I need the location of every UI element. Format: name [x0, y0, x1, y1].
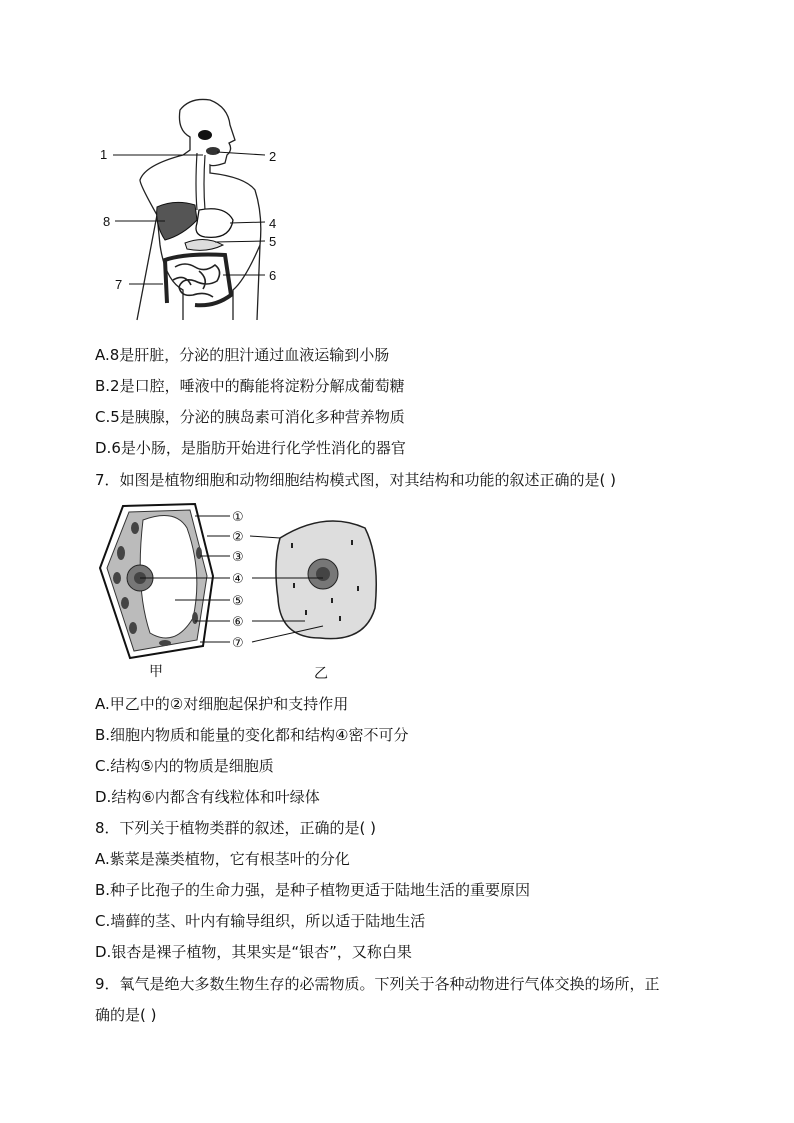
large-intestine: [165, 255, 231, 306]
salivary-gland: [206, 147, 220, 155]
label-5: 5: [269, 234, 277, 249]
cell-structure-figure: [95, 498, 395, 688]
q8-option-b: B.种子比孢子的生命力强，是种子植物更适于陆地生活的重要原因: [95, 881, 531, 899]
q7-option-b: B.细胞内物质和能量的变化都和结构④密不可分: [95, 726, 409, 744]
esophagus: [196, 153, 205, 210]
q6-option-d: D.6是小肠，是脂肪开始进行化学性消化的器官: [95, 439, 406, 457]
marker-4: ④: [232, 571, 244, 586]
marker-5: ⑤: [232, 593, 244, 608]
caption-plant-cell: 甲: [149, 664, 163, 680]
label-8: 8: [103, 214, 111, 229]
q8-option-d: D.银杏是裸子植物，其果实是“银杏”，又称白果: [95, 943, 412, 961]
marker-1: ①: [232, 509, 244, 524]
digestive-system-figure: [95, 95, 295, 325]
q9-stem-line2: 确的是( ): [95, 1006, 157, 1024]
stomach: [196, 209, 233, 238]
q8-stem: 8．下列关于植物类群的叙述，正确的是( ): [95, 819, 377, 837]
q8-option-c: C.墙藓的茎、叶内有输导组织，所以适于陆地生活: [95, 912, 426, 930]
animal-nucleolus: [316, 567, 330, 581]
q6-option-c: C.5是胰腺，分泌的胰岛素可消化多种营养物质: [95, 408, 405, 426]
q9-stem-line1: 9．氧气是绝大多数生物生存的必需物质。下列关于各种动物进行气体交换的场所，正: [95, 975, 660, 993]
label-4: 4: [269, 216, 277, 231]
marker-2: ②: [232, 529, 244, 544]
q6-option-b: B.2是口腔，唾液中的酶能将淀粉分解成葡萄糖: [95, 377, 405, 395]
label-1: 1: [100, 147, 108, 162]
q7-option-c: C.结构⑤内的物质是细胞质: [95, 757, 274, 775]
marker-7: ⑦: [232, 635, 244, 650]
q8-option-a: A.紫菜是藻类植物，它有根茎叶的分化: [95, 850, 350, 868]
label-7: 7: [115, 277, 123, 292]
marker-6: ⑥: [232, 614, 244, 629]
q7-option-a: A.甲乙中的②对细胞起保护和支持作用: [95, 695, 349, 713]
marker-3: ③: [232, 549, 244, 564]
q6-option-a: A.8是肝脏，分泌的胆汁通过血液运输到小肠: [95, 346, 390, 364]
pancreas: [185, 239, 223, 250]
q7-stem: 7．如图是植物细胞和动物细胞结构模式图，对其结构和功能的叙述正确的是( ): [95, 471, 617, 489]
oral-cavity: [198, 130, 212, 140]
q7-option-d: D.结构⑥内都含有线粒体和叶绿体: [95, 788, 320, 806]
caption-animal-cell: 乙: [314, 666, 328, 682]
small-intestine: [173, 264, 220, 297]
label-6: 6: [269, 268, 277, 283]
label-2: 2: [269, 149, 277, 164]
